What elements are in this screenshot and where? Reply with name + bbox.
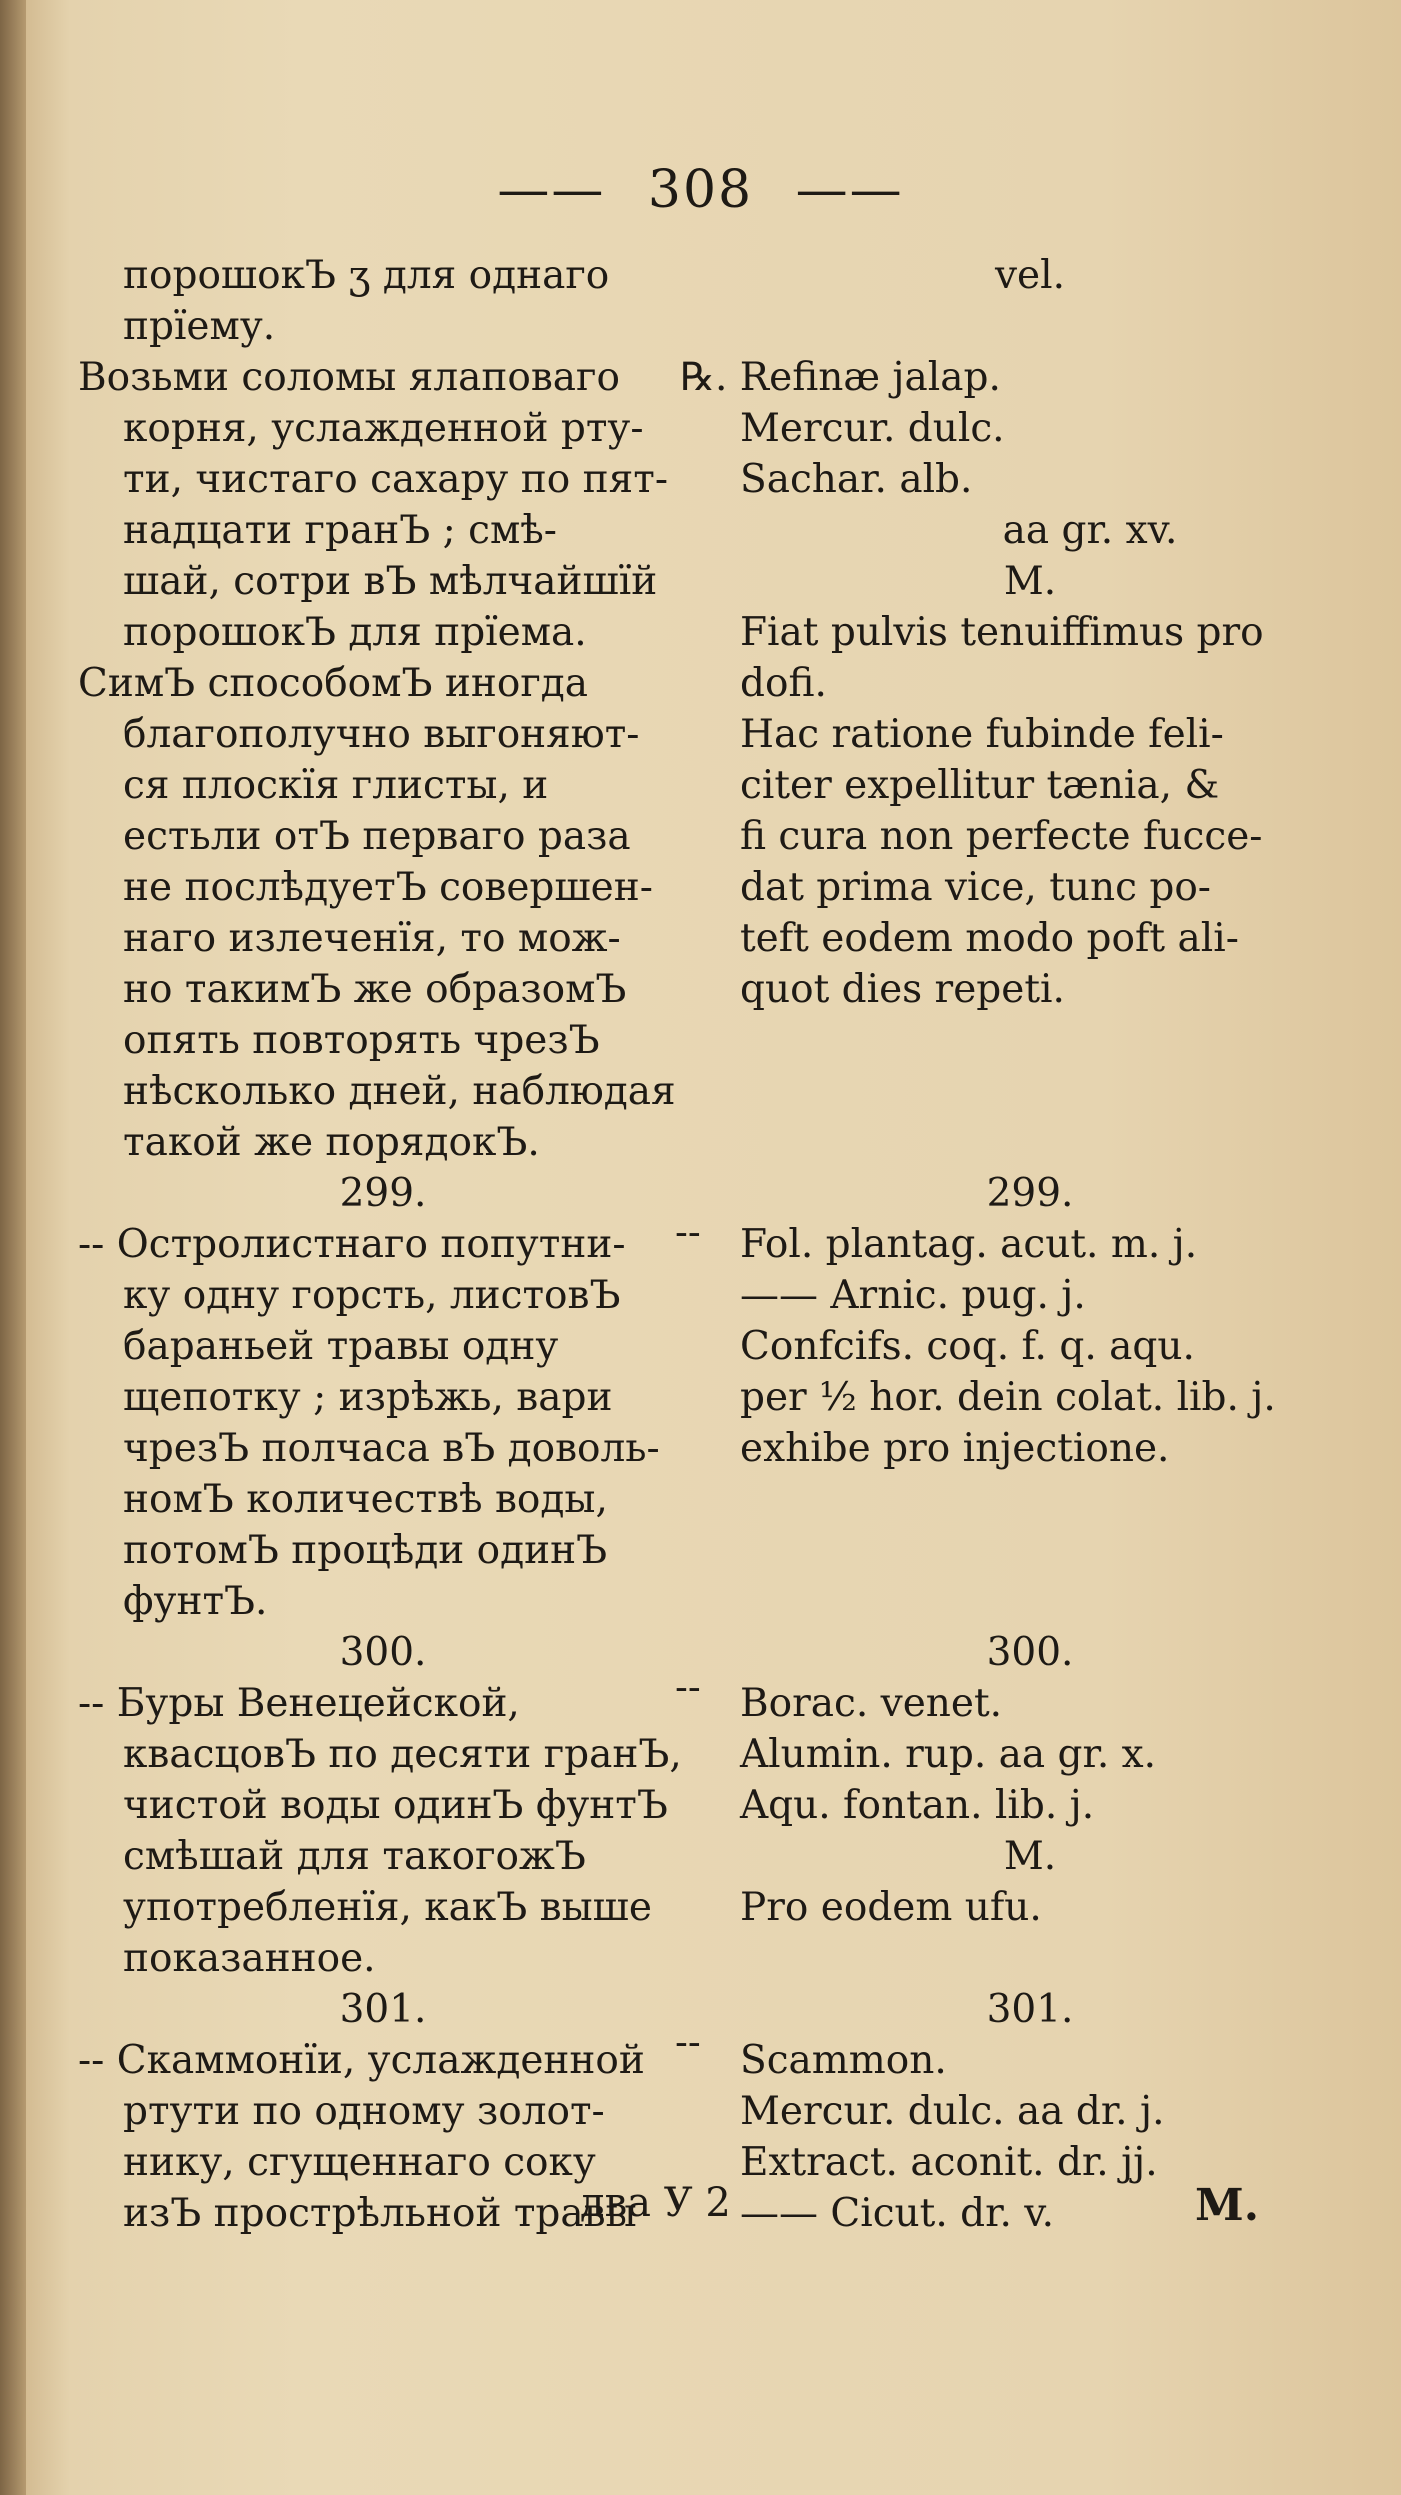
- text-line: teft eodem modo poft ali-: [740, 916, 1239, 961]
- text-line: [78, 2035, 688, 2086]
- text-line: Mercur. dulc.: [740, 406, 1005, 451]
- text-line: Borac. venet.: [740, 1681, 1003, 1726]
- text-line: наго излеченїя, то мож-: [123, 916, 621, 961]
- text-line: нѣсколько дней, наблюдая: [123, 1069, 676, 1114]
- text-line: благополучно выгоняют-: [123, 712, 640, 757]
- text-line: квасцовЪ по десяти гранЪ,: [123, 1732, 682, 1777]
- text-line: vel.: [995, 253, 1065, 298]
- text-line: —— Cicut. dr. v.: [740, 2191, 1055, 2236]
- text-line: Scammon.: [740, 2038, 947, 2083]
- text-line: прїему.: [123, 304, 276, 349]
- text-line: изЪ прострѣльной травы: [123, 2191, 637, 2236]
- text-line: dofi.: [740, 661, 827, 706]
- text-line: щепотку ; изрѣжь, вари: [123, 1375, 613, 1420]
- mix-instruction: M.: [1003, 1834, 1057, 1879]
- text-span: Остролистнаго попутни-: [116, 1222, 626, 1267]
- text-line: СимЪ способомЪ иногда: [78, 661, 589, 706]
- text-line: смѣшай для такогожЪ: [123, 1834, 586, 1879]
- section-number: 300.: [339, 1630, 427, 1675]
- text-line: aa gr. xv.: [1002, 508, 1178, 553]
- right-column: [680, 250, 1320, 2239]
- header-dash-right: ——: [795, 160, 904, 220]
- text-span: Возьми соломы ялаповаго: [78, 355, 620, 400]
- text-line: чрезЪ полчаса вЪ доволь-: [123, 1426, 660, 1471]
- text-line: не послѣдуетЪ совершен-: [123, 865, 653, 910]
- text-line: естьли отЪ перваго раза: [123, 814, 631, 859]
- dash-marker: --: [675, 2020, 701, 2064]
- text-span: Refinæ jalap.: [739, 355, 1001, 400]
- text-line: порошокЪ для прїема.: [123, 610, 587, 655]
- catchword: M.: [1195, 2180, 1260, 2231]
- section-number: 299.: [339, 1171, 427, 1216]
- text-span: Скаммонїи, услажденной: [116, 2038, 645, 2083]
- dash-marker: --: [675, 1665, 701, 1709]
- text-line: Confcifs. coq. f. q. aqu.: [740, 1324, 1195, 1369]
- text-line: такой же порядокЪ.: [123, 1120, 540, 1165]
- text-line: Hac ratione fubinde feli-: [740, 712, 1224, 757]
- dash-marker: --: [78, 1222, 105, 1267]
- section-number: 301.: [986, 1987, 1074, 2032]
- header-dash-left: ——: [497, 160, 606, 220]
- text-line: ти, чистаго сахару по пят-: [123, 457, 668, 502]
- text-line: fi cura non perfecte fucce-: [740, 814, 1263, 859]
- text-line: ся плоскїя глисты, и: [123, 763, 549, 808]
- text-line: dat prima vice, tunc po-: [740, 865, 1211, 910]
- text-line: нику, сгущеннаго соку: [123, 2140, 596, 2185]
- text-line: чистой воды одинЪ фунтЪ: [123, 1783, 668, 1828]
- section-number: 300.: [986, 1630, 1074, 1675]
- text-line: но такимЪ же образомЪ: [123, 967, 627, 1012]
- dash-marker: --: [78, 1681, 105, 1726]
- text-line: Pro eodem ufu.: [740, 1885, 1042, 1930]
- text-line: —— Arnic. pug. j.: [740, 1273, 1086, 1318]
- text-line: quot dies repeti.: [740, 967, 1065, 1012]
- text-line: citer expellitur tænia, &: [740, 763, 1220, 808]
- text-line: [78, 1219, 688, 1270]
- recipe-symbol: ℞.: [680, 355, 728, 400]
- text-line: ку одну горсть, листовЪ: [123, 1273, 621, 1318]
- text-line: потомЪ процѣди одинЪ: [123, 1528, 608, 1573]
- text-line: шай, сотри вЪ мѣлчайшїй: [123, 559, 658, 604]
- text-line: опять повторять чрезЪ: [123, 1018, 600, 1063]
- page-header: [0, 160, 1401, 220]
- section-number: 299.: [986, 1171, 1074, 1216]
- book-spine: [0, 0, 26, 2495]
- text-line: Mercur. dulc. aa dr. j.: [740, 2089, 1165, 2134]
- dash-marker: --: [675, 1210, 701, 1254]
- text-line: надцати гранЪ ; смѣ-: [123, 508, 557, 553]
- text-line: корня, услажденной рту-: [123, 406, 644, 451]
- text-line: Alumin. rup. aa gr. x.: [740, 1732, 1157, 1777]
- page-number: 308: [647, 160, 754, 220]
- left-column: [78, 250, 688, 2239]
- text-line: Extract. aconit. dr. jj.: [740, 2140, 1158, 2185]
- text-line: Fiat pulvis tenuiffimus pro: [740, 610, 1264, 655]
- text-line: ртути по одному золот-: [123, 2089, 605, 2134]
- dash-marker: --: [78, 2038, 105, 2083]
- text-line: употребленїя, какЪ выше: [123, 1885, 652, 1930]
- text-line: показанное.: [123, 1936, 376, 1981]
- text-line: Fol. plantag. acut. m. j.: [740, 1222, 1198, 1267]
- text-line: фунтЪ.: [123, 1579, 268, 1624]
- text-line: номЪ количествѣ воды,: [123, 1477, 608, 1522]
- printer-signature: два У 2: [580, 2180, 731, 2226]
- text-line: бараньей травы одну: [123, 1324, 559, 1369]
- text-line: Sachar. alb.: [740, 457, 973, 502]
- mix-instruction: M.: [1003, 559, 1057, 604]
- text-line: [680, 352, 1320, 403]
- text-span: Буры Венецейской,: [116, 1681, 520, 1726]
- text-line: [78, 352, 688, 403]
- text-line: [78, 1678, 688, 1729]
- text-line: exhibe pro injectione.: [740, 1426, 1170, 1471]
- section-number: 301.: [339, 1987, 427, 2032]
- text-line: Aqu. fontan. lib. j.: [740, 1783, 1095, 1828]
- text-line: порошокЪ ʒ для однаго: [123, 253, 610, 298]
- text-line: per ½ hor. dein colat. lib. j.: [740, 1375, 1276, 1420]
